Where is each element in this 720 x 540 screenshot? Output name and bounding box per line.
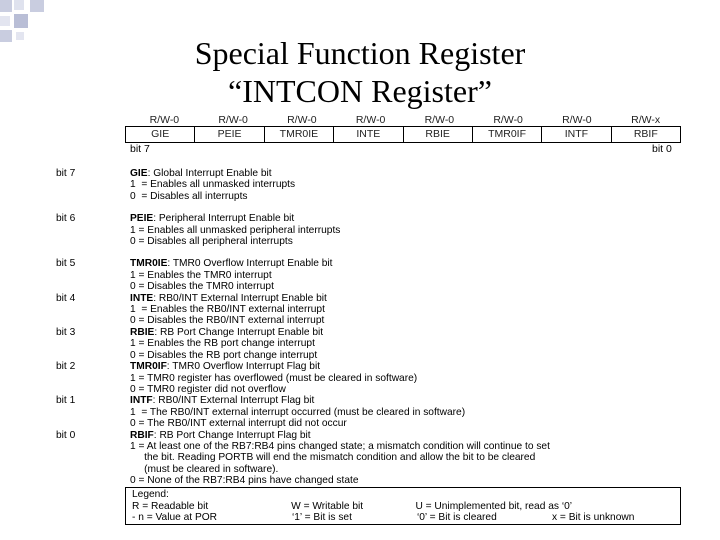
access-label: R/W-x — [631, 114, 661, 126]
msb-label: bit 7 — [130, 143, 150, 155]
bit-description-row — [56, 258, 696, 292]
legend-entry: U = Unimplemented bit, read as ‘0’ — [415, 500, 573, 512]
bit-description-row — [56, 168, 696, 202]
bit-title: : RB Port Change Interrupt Enable bit — [154, 326, 324, 338]
bit-descriptions — [56, 168, 696, 487]
access-label: R/W-0 — [424, 114, 455, 126]
register-bit-cell: RBIF — [633, 128, 658, 140]
legend-entry: - n = Value at POR — [132, 512, 218, 523]
bit-title: : TMR0 Overflow Interrupt Flag bit — [166, 361, 321, 373]
legend-entry: ‘1’ = Bit is set — [292, 512, 352, 523]
legend-entry: W = Writable bit — [291, 500, 364, 512]
bit-name: GIE — [130, 168, 148, 179]
legend-heading: Legend: — [132, 489, 169, 500]
bit-label: bit 7 — [56, 168, 76, 179]
lsb-label: bit 0 — [652, 143, 672, 155]
bit-label: bit 3 — [56, 326, 76, 338]
bit-value-line: 1 = Enables the TMR0 interrupt — [130, 269, 272, 281]
bit-value-line: 1 = Enables the RB port change interrupt — [130, 338, 315, 350]
bit-value-line: (must be cleared in software). — [130, 463, 279, 475]
legend-entry: ‘0’ = Bit is cleared — [417, 512, 497, 523]
bit-label: bit 5 — [56, 258, 76, 270]
bit-name: TMR0IE — [130, 258, 168, 270]
bit-value-line: the bit. Reading PORTB will end the mismatch condition and allow the bit to be cleared — [130, 452, 536, 464]
bit-description-row — [56, 327, 696, 361]
register-bit-cell: RBIE — [404, 127, 473, 142]
bit-value-line: 0 = TMR0 register did not overflow — [130, 383, 286, 395]
bit-title: : RB Port Change Interrupt Flag bit — [153, 429, 311, 441]
bit-name: INTE — [130, 292, 154, 304]
bit-name: TMR0IF — [130, 361, 167, 373]
bit-title: : RB0/INT External Interrupt Flag bit — [152, 395, 315, 407]
access-label: R/W-0 — [355, 114, 386, 126]
register-bit-cell: PEIE — [195, 127, 264, 142]
bit-value-line: 0 = The RB0/INT external interrupt did not occur — [130, 418, 347, 430]
bit-value-line: 1 = Enables all unmasked peripheral interrupts — [130, 224, 341, 236]
register-bit-cell: TMR0IE — [265, 127, 334, 142]
bit-title: : RB0/INT External Interrupt Enable bit — [153, 292, 327, 304]
bit-name: RBIE — [130, 326, 155, 338]
bit-description-row — [56, 395, 696, 429]
bit-value-line: 0 = Disables all interrupts — [130, 190, 248, 202]
register-bit-cell: INTF — [542, 127, 611, 142]
page-title-line2: “INTCON Register” — [228, 73, 492, 109]
bit-label: bit 0 — [56, 429, 76, 441]
bit-value-line: 1 = Enables all unmasked interrupts — [130, 179, 296, 191]
bit-value-line: 1 = Enables the RB0/INT external interrupt — [130, 304, 325, 316]
bit-value-line: 1 = At least one of the RB7:RB4 pins changed state; a mismatch condition will continue to set — [130, 440, 550, 452]
register-bit-cell: GIE — [126, 127, 195, 142]
access-label: R/W-0 — [218, 114, 248, 126]
bit-label: bit 6 — [56, 213, 76, 225]
legend-row — [132, 512, 674, 524]
register-access-row — [130, 114, 680, 126]
register-bit-cell: TMR0IF — [473, 127, 542, 142]
bit-value-line: 0 = None of the RB7:RB4 pins have changed state — [130, 475, 359, 487]
bit-value-line: 0 = Disables all peripheral interrupts — [130, 236, 293, 248]
access-label: R/W-0 — [149, 114, 180, 126]
bit-value-line: 0 = Disables the TMR0 interrupt — [130, 281, 274, 293]
bit-name: RBIF — [130, 429, 154, 441]
page-title-line1: Special Function Register — [194, 35, 526, 71]
access-label: R/W-0 — [287, 114, 317, 126]
bit-name: INTF — [130, 395, 153, 407]
access-label: R/W-0 — [562, 114, 592, 126]
register-bit-table — [125, 126, 681, 143]
bit-label: bit 4 — [56, 292, 76, 304]
bit-label: bit 2 — [56, 361, 76, 373]
register-bit-cell: INTE — [334, 127, 403, 142]
legend-box — [125, 487, 681, 525]
legend-row — [132, 501, 674, 513]
access-label: R/W-0 — [493, 114, 523, 126]
bit-description-row — [56, 213, 696, 247]
bit-value-line: 1 = The RB0/INT external interrupt occurred (must be cleared in software) — [130, 406, 466, 418]
legend-entry: R = Readable bit — [132, 500, 209, 512]
bit-value-line: 1 = TMR0 register has overflowed (must be cleared in software) — [130, 372, 418, 384]
bit-description-row — [56, 293, 696, 327]
legend-entry: x = Bit is unknown — [552, 512, 635, 523]
bit-title: : TMR0 Overflow Interrupt Enable bit — [167, 258, 333, 270]
bit-value-line: 0 = Disables the RB0/INT external interrupt — [130, 315, 325, 327]
bit-value-line: 0 = Disables the RB port change interrupt — [130, 349, 318, 361]
bit-description-row — [56, 430, 696, 487]
bit-title: : Global Interrupt Enable bit — [147, 168, 272, 179]
bit-name: PEIE — [130, 213, 154, 225]
bit-title: : Peripheral Interrupt Enable bit — [153, 213, 295, 225]
bit-description-row — [56, 361, 696, 395]
bit-label: bit 1 — [56, 395, 76, 407]
